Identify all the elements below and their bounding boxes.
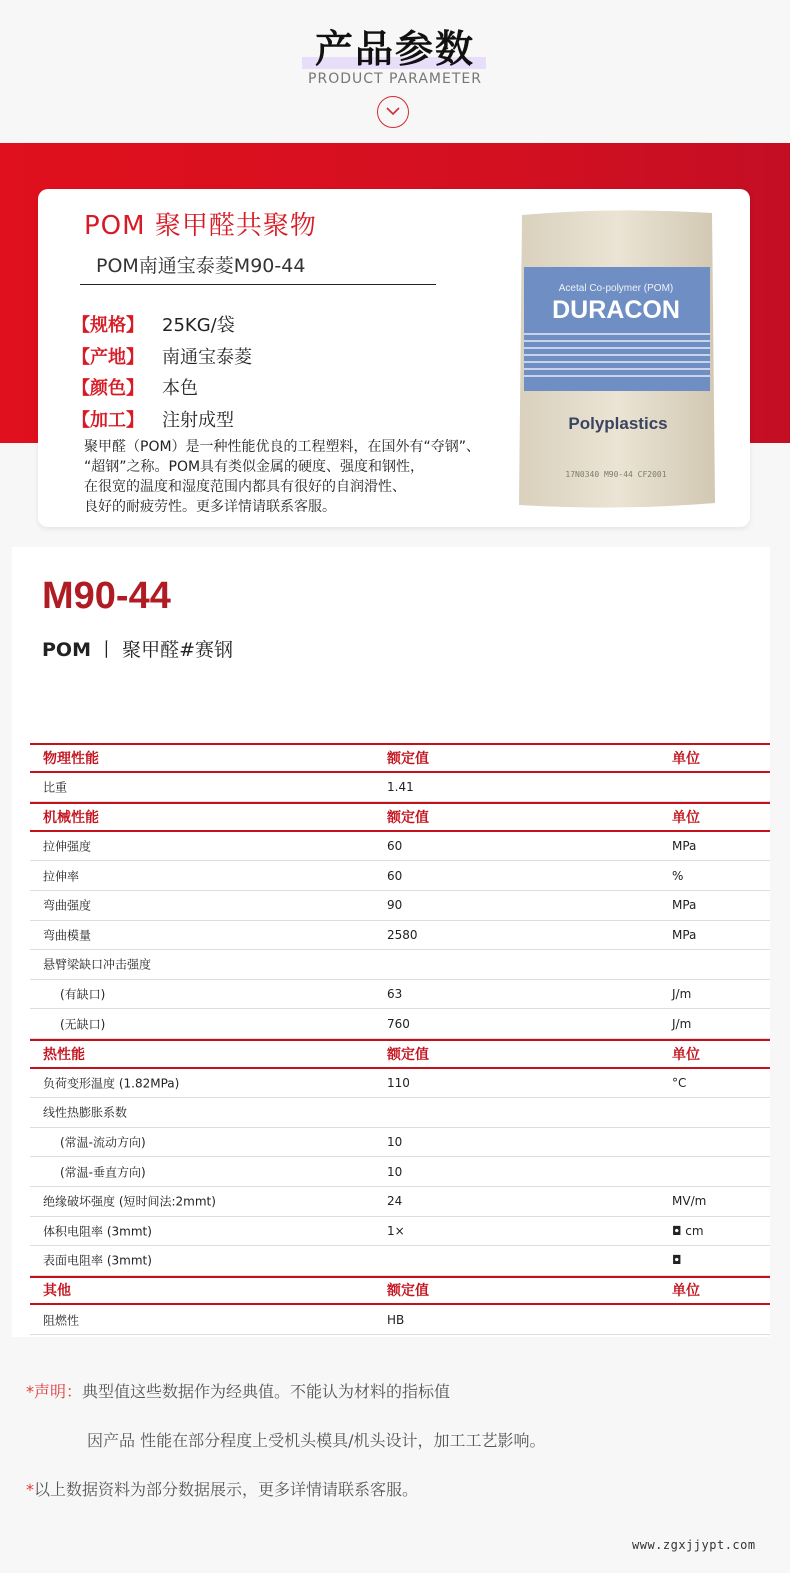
- table-row: [30, 832, 770, 862]
- subtitle-separator: 丨: [97, 639, 117, 661]
- cell-unit: %: [672, 868, 684, 883]
- cell-value: 63: [387, 987, 403, 1002]
- disclaimer-note: [26, 1379, 450, 1402]
- cell-property: 体积电阻率 (3mmt): [43, 1224, 152, 1239]
- table-row: [30, 950, 770, 980]
- description-line: “超钢”之称。POM具有类似金属的硬度、强度和钢性，: [84, 459, 425, 475]
- cell-value: 额定值: [387, 1283, 429, 1300]
- section-header: [0, 0, 790, 143]
- table-row: [30, 1187, 770, 1217]
- cell-unit: MPa: [672, 927, 697, 942]
- cell-value: 60: [387, 868, 403, 883]
- cell-value: 90: [387, 898, 403, 913]
- datasheet-model: M90-44: [42, 575, 171, 617]
- spec-row-process: [72, 406, 234, 432]
- cell-value: 60: [387, 839, 403, 854]
- cell-unit: MV/m: [672, 1194, 707, 1209]
- table-row: [30, 1305, 770, 1335]
- spec-value: 25KG/袋: [162, 315, 235, 336]
- table-row: [30, 773, 770, 803]
- table-row: [30, 921, 770, 951]
- cell-unit: °C: [672, 1075, 687, 1090]
- table-row: [30, 1009, 770, 1039]
- table-row: [30, 980, 770, 1010]
- cell-value: 1×: [387, 1223, 405, 1238]
- cell-value: 额定值: [387, 750, 429, 767]
- bag-text-line1: Acetal Co-polymer (POM): [558, 283, 674, 294]
- datasheet-subtitle: [42, 635, 233, 662]
- cell-value: 760: [387, 1016, 410, 1031]
- note-text: 因产品 性能在部分程度上受机头模具/机头设计，加工工艺影响。: [87, 1431, 546, 1450]
- description-line: 聚甲醛（POM）是一种性能优良的工程塑料，在国外有“夺钢”、: [84, 439, 481, 455]
- cell-property: 弯曲模量: [43, 928, 92, 943]
- cell-property: 绝缘破坏强度 (短时间法:2mmt): [43, 1194, 216, 1209]
- cell-value: 24: [387, 1194, 403, 1209]
- cell-unit: 单位: [672, 1283, 700, 1300]
- product-model: POM南通宝泰菱M90-44: [96, 255, 306, 277]
- cell-value: 额定值: [387, 809, 429, 826]
- spec-value: 本色: [162, 378, 198, 399]
- description-line: 良好的耐疲劳性。更多详情请联系客服。: [84, 499, 336, 515]
- note-mark: *: [26, 1480, 34, 1499]
- cell-property: (常温-垂直方向): [60, 1165, 146, 1180]
- bag-brand: DURACON: [552, 296, 680, 324]
- table-section-header: [30, 743, 770, 773]
- spec-key: 【产地】: [72, 347, 144, 368]
- cell-property: 热性能: [43, 1046, 85, 1063]
- spec-row-color: [72, 374, 198, 400]
- cell-property: 物理性能: [43, 750, 99, 767]
- cell-value: 10: [387, 1164, 403, 1179]
- bag-code: 17N0340 M90-44 CF2001: [565, 470, 667, 479]
- cell-property: 阻燃性: [43, 1313, 80, 1328]
- cell-unit: J/m: [672, 987, 692, 1002]
- table-row: [30, 1157, 770, 1187]
- chevron-down-icon: [377, 96, 409, 128]
- table-row: [30, 1246, 770, 1276]
- product-bag-image: [516, 207, 716, 511]
- watermark-url: www.zgxjjypt.com: [632, 1538, 756, 1552]
- cell-property: 弯曲强度: [43, 898, 92, 913]
- description-line: 在很宽的温度和湿度范围内都具有很好的自润滑性、: [84, 479, 406, 495]
- cell-value: 1.41: [387, 779, 414, 794]
- cell-unit: ◘: [672, 1253, 682, 1268]
- table-row: [30, 1217, 770, 1247]
- subtitle-bold: POM: [42, 639, 91, 661]
- bag-maker: Polyplastics: [568, 414, 668, 433]
- cell-property: 其他: [43, 1283, 71, 1300]
- datasheet-panel: [12, 547, 770, 1337]
- cell-unit: MPa: [672, 839, 697, 854]
- cell-property: 拉伸强度: [43, 839, 92, 854]
- cell-property: 负荷变形温度 (1.82MPa): [43, 1076, 180, 1091]
- cell-value: 2580: [387, 927, 418, 942]
- spec-row-origin: [72, 343, 252, 369]
- note-text: 以上数据资料为部分数据展示，更多详情请联系客服。: [34, 1480, 419, 1499]
- section-subtitle: PRODUCT PARAMETER: [308, 71, 482, 87]
- table-section-header: [30, 1039, 770, 1069]
- cell-unit: ◘ cm: [672, 1223, 704, 1238]
- spec-value: 南通宝泰菱: [162, 347, 252, 368]
- table-section-header: [30, 802, 770, 832]
- cell-property: 比重: [43, 780, 68, 795]
- table-row: [30, 1128, 770, 1158]
- cell-unit: 单位: [672, 750, 700, 767]
- cell-property: (常温-流动方向): [60, 1135, 146, 1150]
- cell-value: 额定值: [387, 1046, 429, 1063]
- cell-property: (有缺口): [60, 987, 106, 1002]
- cell-unit: MPa: [672, 898, 697, 913]
- contact-note: [26, 1477, 418, 1500]
- cell-value: HB: [387, 1312, 405, 1327]
- section-title: 产品参数: [314, 27, 475, 71]
- spec-key: 【颜色】: [72, 378, 144, 399]
- cell-unit: J/m: [672, 1016, 692, 1031]
- spec-row-size: [72, 311, 235, 337]
- spec-value: 注射成型: [162, 410, 234, 431]
- cell-property: 机械性能: [43, 809, 99, 826]
- subtitle-rest: 聚甲醛#赛钢: [122, 639, 234, 661]
- cell-unit: 单位: [672, 809, 700, 826]
- spec-key: 【加工】: [72, 410, 144, 431]
- product-title: POM 聚甲醛共聚物: [84, 211, 317, 241]
- table-row: [30, 1069, 770, 1099]
- table-section-header: [30, 1276, 770, 1306]
- cell-property: 线性热膨胀系数: [43, 1105, 128, 1120]
- disclaimer-note-2: [87, 1428, 545, 1451]
- table-row: [30, 861, 770, 891]
- product-card: [38, 189, 750, 527]
- properties-table: [30, 743, 770, 1335]
- title-divider: [80, 284, 436, 285]
- cell-property: 悬臂梁缺口冲击强度: [43, 957, 152, 972]
- product-description: [84, 437, 514, 517]
- cell-property: (无缺口): [60, 1017, 106, 1032]
- cell-value: 110: [387, 1075, 410, 1090]
- table-row: [30, 891, 770, 921]
- cell-value: 10: [387, 1135, 403, 1150]
- note-mark: *声明：: [26, 1382, 83, 1401]
- cell-property: 拉伸率: [43, 869, 80, 884]
- table-row: [30, 1098, 770, 1128]
- spec-key: 【规格】: [72, 315, 144, 336]
- note-text: 典型值这些数据作为经典值。不能认为材料的指标值: [82, 1382, 451, 1401]
- cell-unit: 单位: [672, 1046, 700, 1063]
- cell-property: 表面电阻率 (3mmt): [43, 1253, 152, 1268]
